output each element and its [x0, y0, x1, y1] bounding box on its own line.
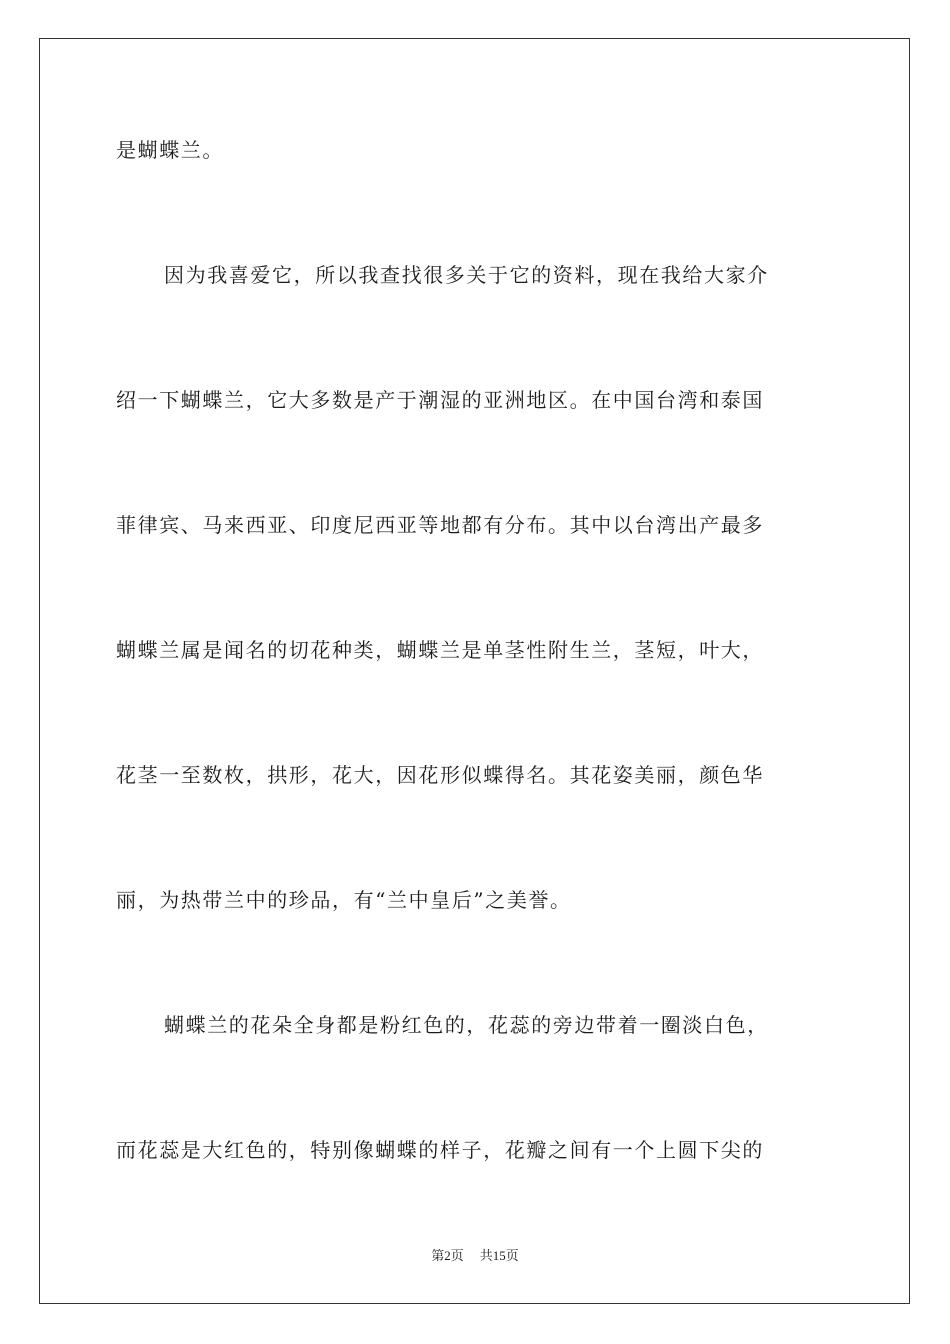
text-line: 蝴蝶兰属是闻名的切花种类，蝴蝶兰是单茎性附生兰，茎短，叶大，: [116, 638, 764, 662]
page-border: [39, 38, 910, 1304]
paragraph-first-line: 蝴蝶兰的花朵全身都是粉红色的，花蕊的旁边带着一圈淡白色，: [164, 1013, 769, 1037]
page-number: 第2页: [431, 1248, 464, 1263]
page-footer: [0, 1248, 950, 1264]
text-line: 丽，为热带兰中的珍品，有“兰中皇后”之美誉。: [116, 888, 572, 912]
text-line: 花茎一至数枚，拱形，花大，因花形似蝶得名。其花姿美丽，颜色华: [116, 763, 764, 787]
text-line: 而花蕊是大红色的，特别像蝴蝶的样子，花瓣之间有一个上圆下尖的: [116, 1138, 764, 1162]
paragraph-first-line: 因为我喜爱它，所以我查找很多关于它的资料，现在我给大家介: [164, 263, 769, 287]
page-total: 共15页: [479, 1248, 519, 1263]
text-line: 是蝴蝶兰。: [116, 138, 224, 162]
text-line: 菲律宾、马来西亚、印度尼西亚等地都有分布。其中以台湾出产最多: [116, 513, 764, 537]
text-line: 绍一下蝴蝶兰，它大多数是产于潮湿的亚洲地区。在中国台湾和泰国: [116, 388, 764, 412]
